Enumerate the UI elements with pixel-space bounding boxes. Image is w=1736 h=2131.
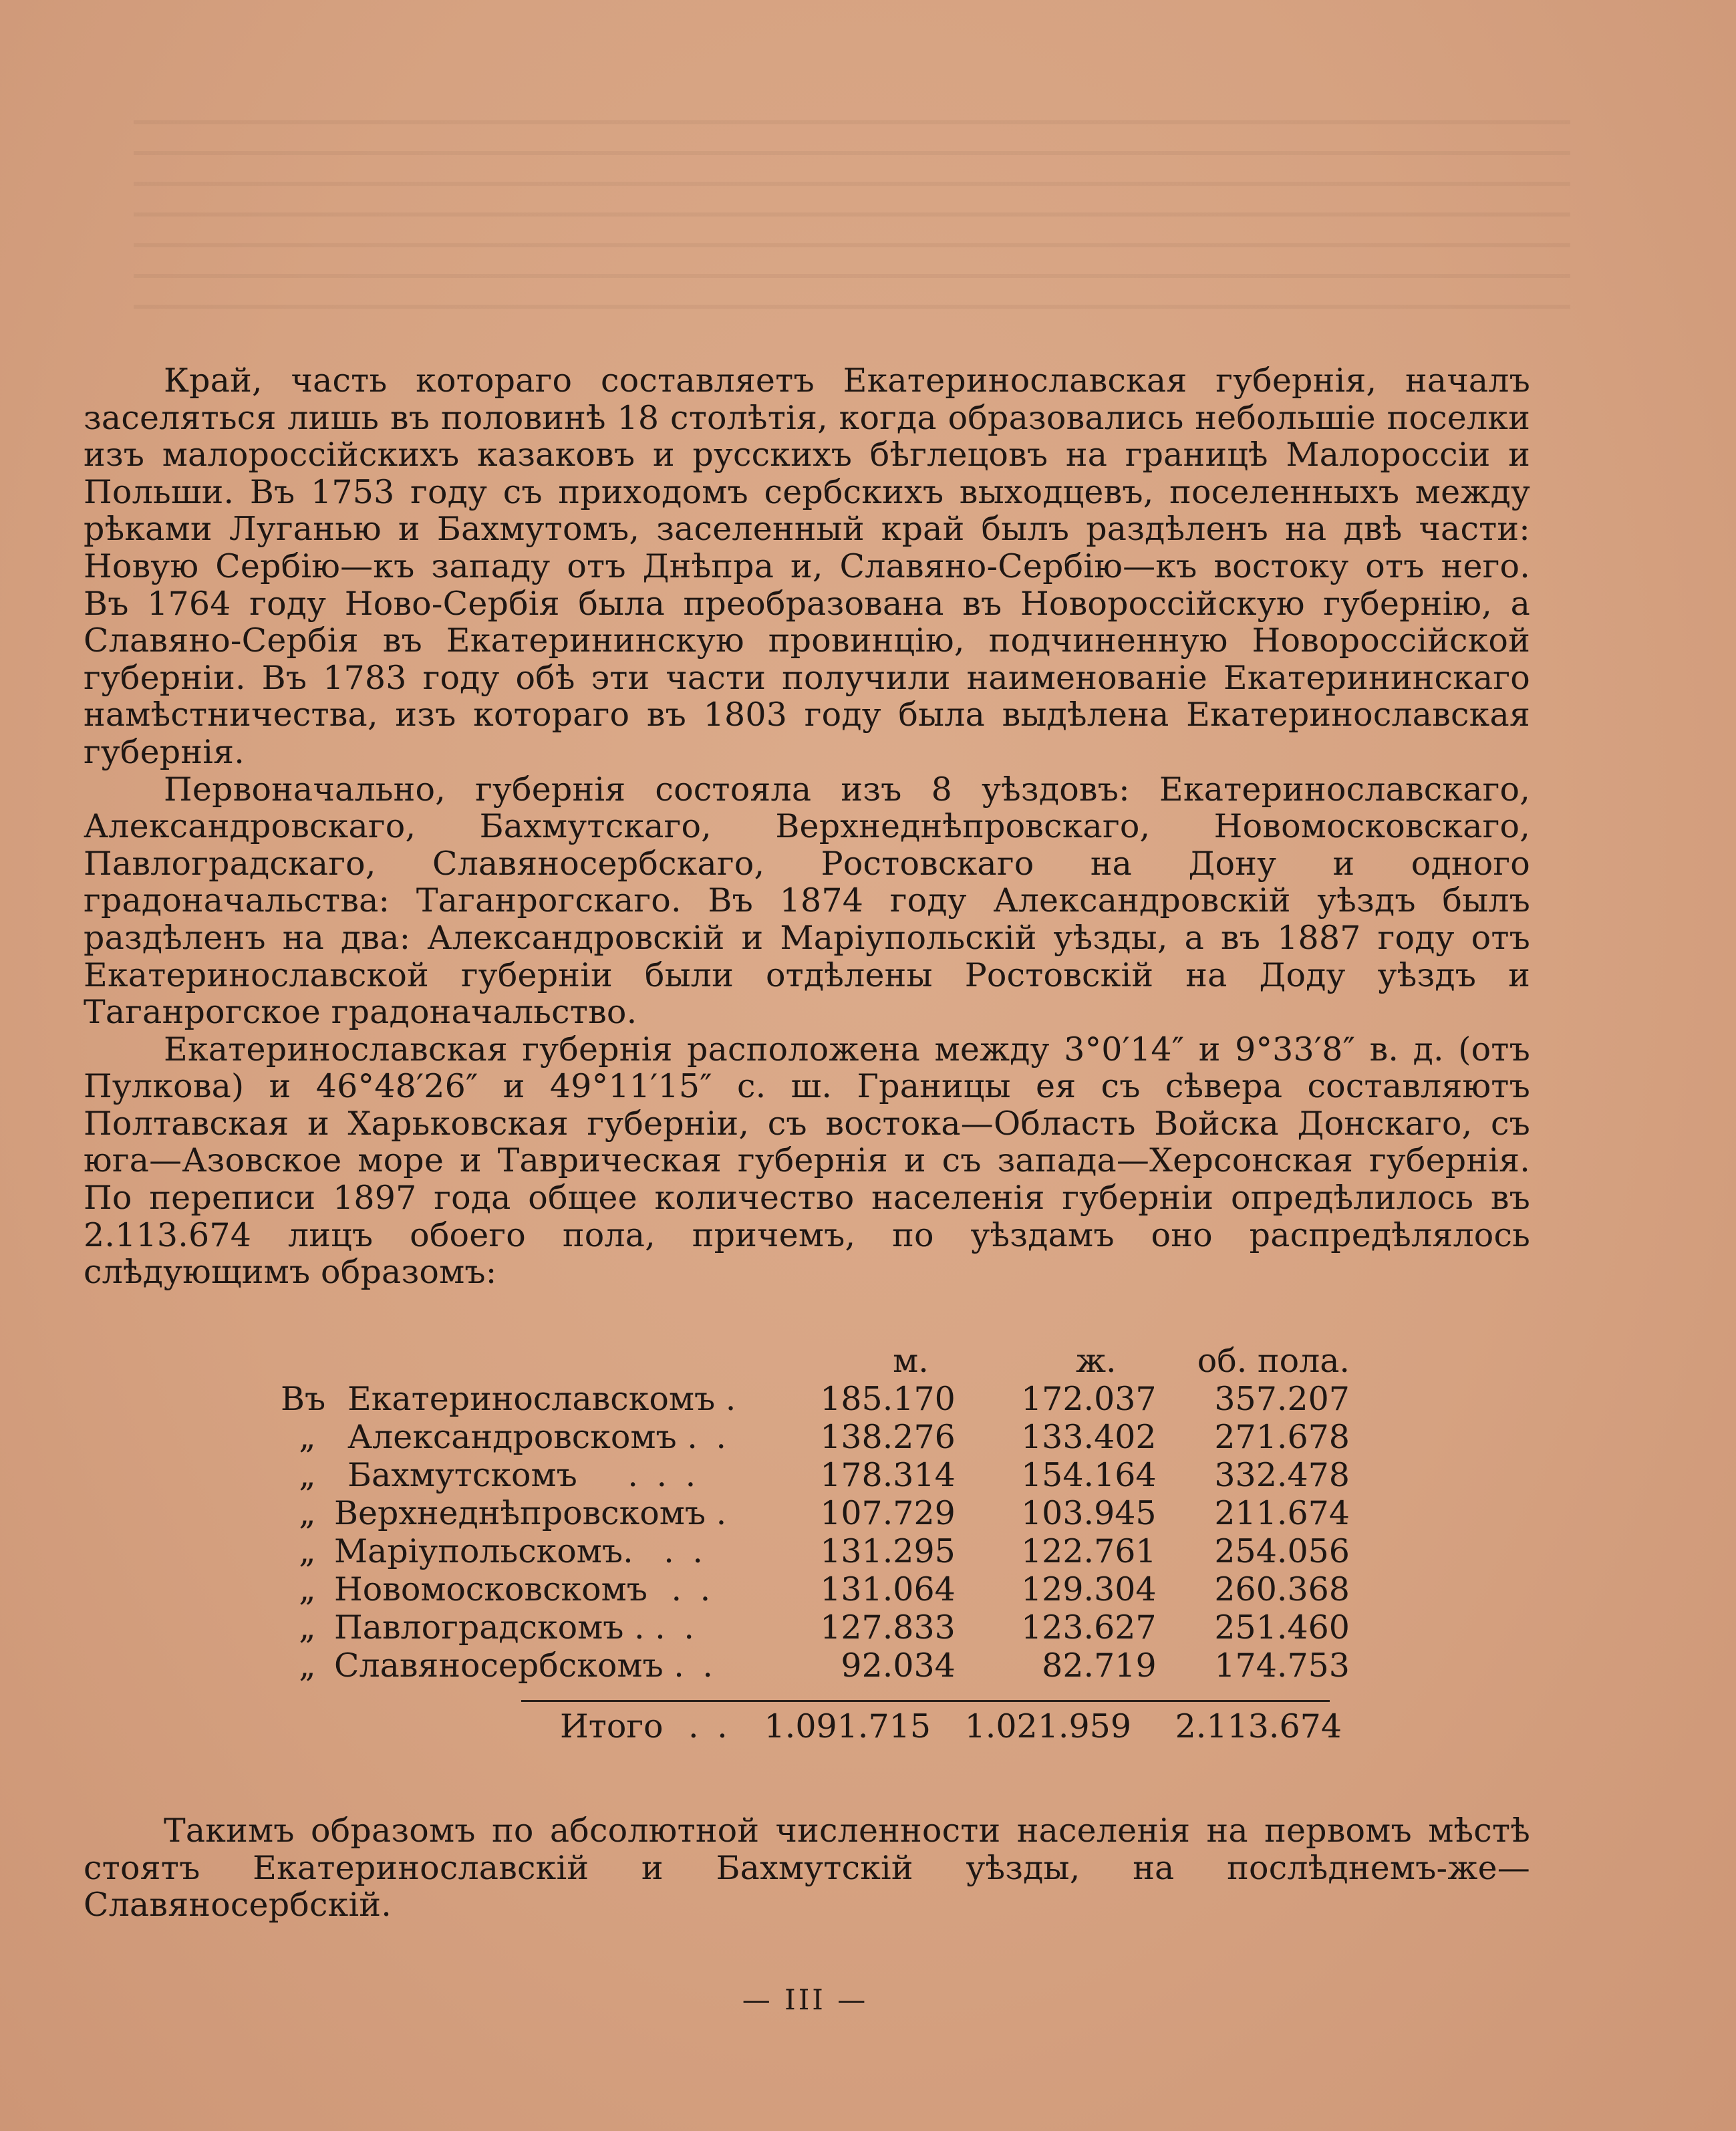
paragraph-history: Край, часть котораго составляетъ Екатеринославская губернія, началъ заселяться лишь въ половинѣ 18 столѣтія, когда образовались небольшіе поселки изъ малороссійскихъ казаковъ и русскихъ бѣглецовъ на границѣ Малороссіи и Польши. Въ 1753 году съ приходомъ сербскихъ выходцевъ, поселенныхъ между рѣками Луганью и Бахмутомъ, заселенный край былъ раздѣленъ на двѣ части: Новую Сербію—къ западу отъ Днѣпра и, Славяно-Сербію—къ востоку отъ него. Въ 1764 году Ново-Сербія была преобразована въ Новороссійскую губернію, а Славяно-Сербія въ Екатерининскую провинцію, подчиненную Новороссійской губерніи. Въ 1783 году обѣ эти части получили наименованіе Екатерининскаго намѣстничества, изъ котораго въ 1803 году была выдѣлена Екатеринославская губернія. [84, 362, 1530, 771]
row-male: 131.064 [820, 1570, 956, 1608]
row-male: 138.276 [820, 1418, 956, 1456]
row-male: 131.295 [820, 1532, 956, 1570]
page-number: — III — [742, 1983, 869, 2016]
table-row [281, 1494, 1350, 1532]
population-table [281, 1342, 1350, 1685]
ditto-mark: „ [299, 1456, 316, 1494]
row-dots: . [716, 1494, 731, 1532]
header-female: ж. [1075, 1342, 1117, 1380]
intro-text [84, 362, 1530, 1291]
total-female: 1.021.959 [964, 1707, 1131, 1745]
row-both: 332.478 [1214, 1456, 1350, 1494]
row-name: Маріупольскомъ. [334, 1532, 633, 1570]
table-row [281, 1647, 1350, 1685]
row-both: 174.753 [1214, 1647, 1350, 1685]
ditto-mark: „ [299, 1647, 316, 1685]
table-row [281, 1570, 1350, 1608]
row-both: 357.207 [1214, 1380, 1350, 1418]
row-female: 172.037 [1020, 1380, 1157, 1418]
row-name: Павлоградскомъ . [334, 1608, 645, 1647]
ditto-mark: „ [299, 1570, 316, 1608]
table-row [281, 1418, 1350, 1456]
table-header-row [281, 1342, 1350, 1380]
row-dots: . [725, 1380, 740, 1418]
table-row [281, 1380, 1350, 1418]
paragraph-uezds: Первоначально, губернія состояла изъ 8 уѣздовъ: Екатеринославскаго, Александровскаго, Бахмутскаго, Верхнеднѣпровскаго, Новомосковскаго, Павлоградскаго, Славяносербскаго, Ростовскаго на Дону и одного градоначальства: Таганрогскаго. Въ 1874 году Александровскій уѣздъ былъ раздѣленъ на два: Александровскій и Маріупольскій уѣзды, а въ 1887 году отъ Екатеринославской губерніи были отдѣлены Ростовскій на Доду уѣздъ и Таганрогское градоначальство. [84, 770, 1530, 1032]
paragraph-conclusion: Такимъ образомъ по абсолютной численности населенія на первомъ мѣстѣ стоятъ Екатеринославскій и Бахмутскій уѣзды, на послѣднемъ-же—Славяносербскій. [84, 1812, 1530, 1925]
row-name: Екатеринославскомъ [347, 1380, 716, 1418]
row-both: 254.056 [1214, 1532, 1350, 1570]
row-male: 92.034 [841, 1647, 956, 1685]
row-both: 251.460 [1214, 1608, 1350, 1647]
row-both: 211.674 [1214, 1494, 1350, 1532]
ditto-mark: „ [299, 1418, 316, 1456]
header-both: об. пола. [1197, 1342, 1350, 1380]
row-male: 107.729 [820, 1494, 956, 1532]
row-female: 129.304 [1020, 1570, 1157, 1608]
total-label: Итого [560, 1707, 664, 1745]
row-male: 185.170 [820, 1380, 956, 1418]
ditto-mark: „ [299, 1494, 316, 1532]
paragraph-geography: Екатеринославская губернія расположена между 3°0′14″ и 9°33′8″ в. д. (отъ Пулкова) и 46°48′26″ и 49°11′15″ с. ш. Границы ея съ сѣвера составляютъ Полтавская и Харьковская губерніи, съ востока—Область Войска Донскаго, съ юга—Азовское море и Таврическая губернія и съ запада—Херсонская губернія. По переписи 1897 года общее количество населенія губерніи опредѣлилось въ 2.113.674 лицъ обоего пола, причемъ, по уѣздамъ оно распредѣлялось слѣдующимъ образомъ: [84, 1030, 1530, 1292]
row-name: Новомосковскомъ [334, 1570, 647, 1608]
row-female: 154.164 [1020, 1456, 1157, 1494]
row-female: 123.627 [1020, 1608, 1157, 1647]
row-name: Александровскомъ [347, 1418, 677, 1456]
total-dots: . . [688, 1707, 732, 1745]
ditto-mark: „ [299, 1532, 316, 1570]
row-prefix: Въ [281, 1380, 326, 1418]
row-dots: . . [674, 1647, 717, 1685]
row-male: 178.314 [820, 1456, 956, 1494]
table-row [281, 1608, 1350, 1647]
row-female: 82.719 [1042, 1647, 1157, 1685]
row-name: Верхнеднѣпровскомъ [334, 1494, 706, 1532]
row-name: Бахмутскомъ [347, 1456, 577, 1494]
row-female: 133.402 [1020, 1418, 1157, 1456]
row-both: 260.368 [1214, 1570, 1350, 1608]
row-name: Славяносербскомъ [334, 1647, 664, 1685]
row-dots: . . [687, 1418, 730, 1456]
table-row [281, 1532, 1350, 1570]
row-dots: . . [664, 1532, 707, 1570]
total-divider-line [521, 1700, 1330, 1702]
row-dots: . . [655, 1608, 698, 1647]
table-row [281, 1456, 1350, 1494]
total-male: 1.091.715 [764, 1707, 931, 1745]
total-both: 2.113.674 [1175, 1707, 1342, 1745]
row-female: 122.761 [1020, 1532, 1157, 1570]
bleed-through-text [134, 94, 1570, 334]
row-dots: . . [671, 1570, 715, 1608]
header-male: м. [893, 1342, 929, 1380]
ditto-mark: „ [299, 1608, 316, 1647]
table-total-row [0, 1707, 1736, 1747]
conclusion-text [84, 1812, 1530, 1924]
row-male: 127.833 [820, 1608, 956, 1647]
row-dots: . . . [627, 1456, 700, 1494]
row-female: 103.945 [1020, 1494, 1157, 1532]
row-both: 271.678 [1214, 1418, 1350, 1456]
